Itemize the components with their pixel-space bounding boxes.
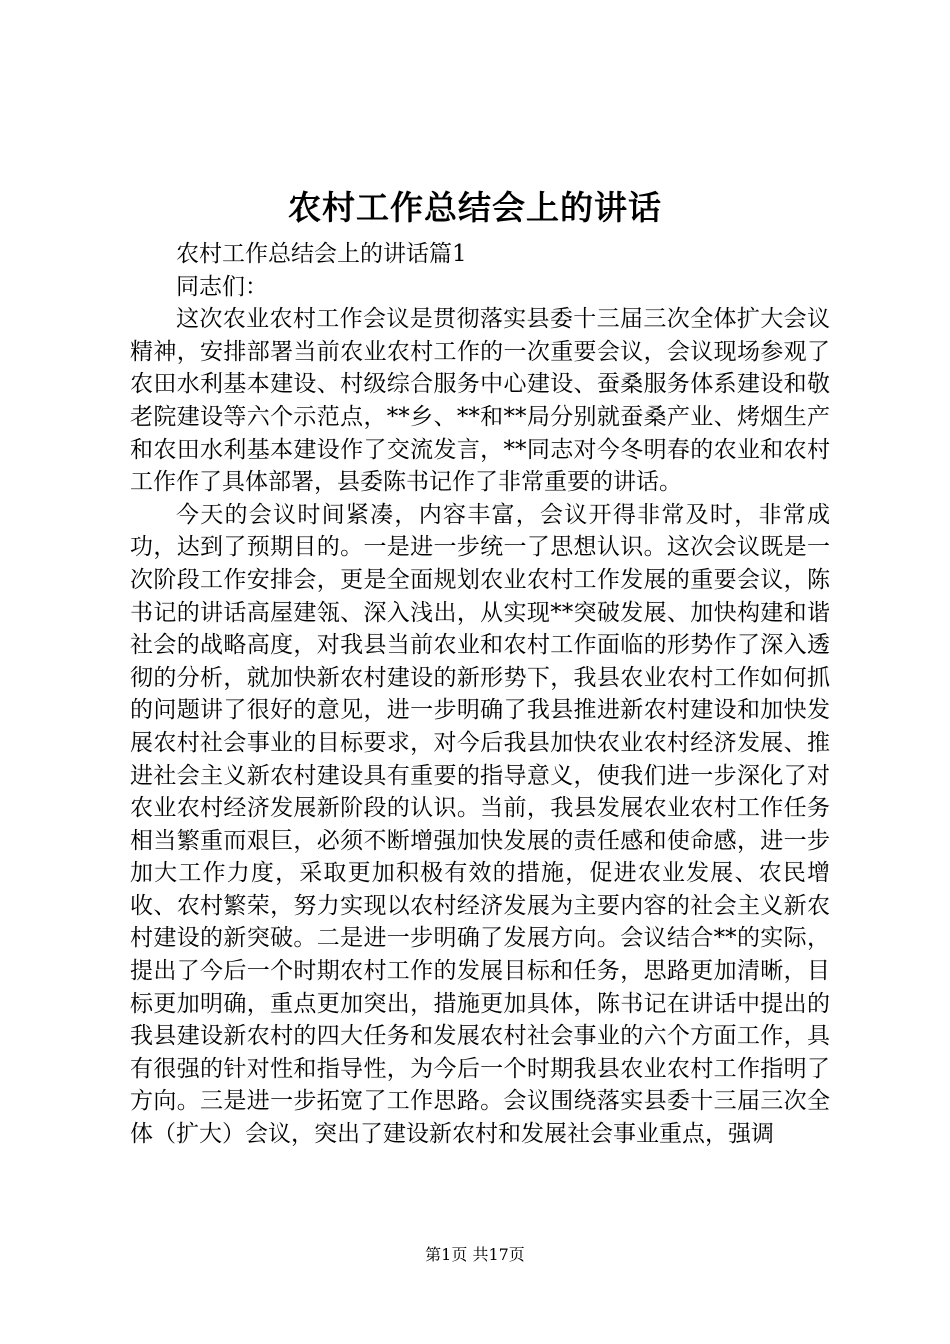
document-subtitle: 农村工作总结会上的讲话篇1 (176, 241, 467, 267)
paragraph-1: 这次农业农村工作会议是贯彻落实县委十三届三次全体扩大会议精神，安排部署当前农业农村工作的一次重要会议，会议现场参观了农田水利基本建设、村级综合服务中心建设、蚕桑服务体系建设和敬老院建设等六个示范点，**乡、**和**局分别就蚕桑产业、烤烟生产和农田水利基本建设作了交流发言，**同志对今冬明春的农业和农村工作作了具体部署，县委陈书记作了非常重要的讲话。 (130, 306, 830, 496)
page-footer: 第1页 共17页 (425, 1245, 525, 1264)
document-body (130, 238, 830, 1151)
paragraph-2: 今天的会议时间紧凑，内容丰富，会议开得非常及时，非常成功，达到了预期目的。一是进一步统一了思想认识。这次会议既是一次阶段工作安排会，更是全面规划农业农村工作发展的重要会议，陈书记的讲话高屋建瓴、深入浅出，从实现**突破发展、加快构建和谐社会的战略高度，对我县当前农业和农村工作面临的形势作了深入透彻的分析，就加快新农村建设的新形势下，我县农业农村工作如何抓的问题讲了很好的意见，进一步明确了我县推进新农村建设和加快发展农村社会事业的目标要求，对今后我县加快农业农村经济发展、推进社会主义新农村建设具有重要的指导意义，使我们进一步深化了对农业农村经济发展新阶段的认识。当前，我县发展农业农村工作任务相当繁重而艰巨，必须不断增强加快发展的责任感和使命感，进一步加大工作力度，采取更加积极有效的措施，促进农业发展、农民增收、农村繁荣，努力实现以农村经济发展为主要内容的社会主义新农村建设的新突破。二是进一步明确了发展方向。会议结合**的实际，提出了今后一个时期农村工作的发展目标和任务，思路更加清晰，目标更加明确，重点更加突出，措施更加具体，陈书记在讲话中提出的我县建设新农村的四大任务和发展农村社会事业的六个方面工作，具有很强的针对性和指导性，为今后一个时期我县农业农村工作指明了方向。三是进一步拓宽了工作思路。会议围绕落实县委十三届三次全体（扩大）会议，突出了建设新农村和发展社会事业重点，强调 (130, 501, 830, 1148)
salutation: 同志们： (176, 273, 268, 300)
document-title: 农村工作总结会上的讲话 (288, 188, 662, 227)
